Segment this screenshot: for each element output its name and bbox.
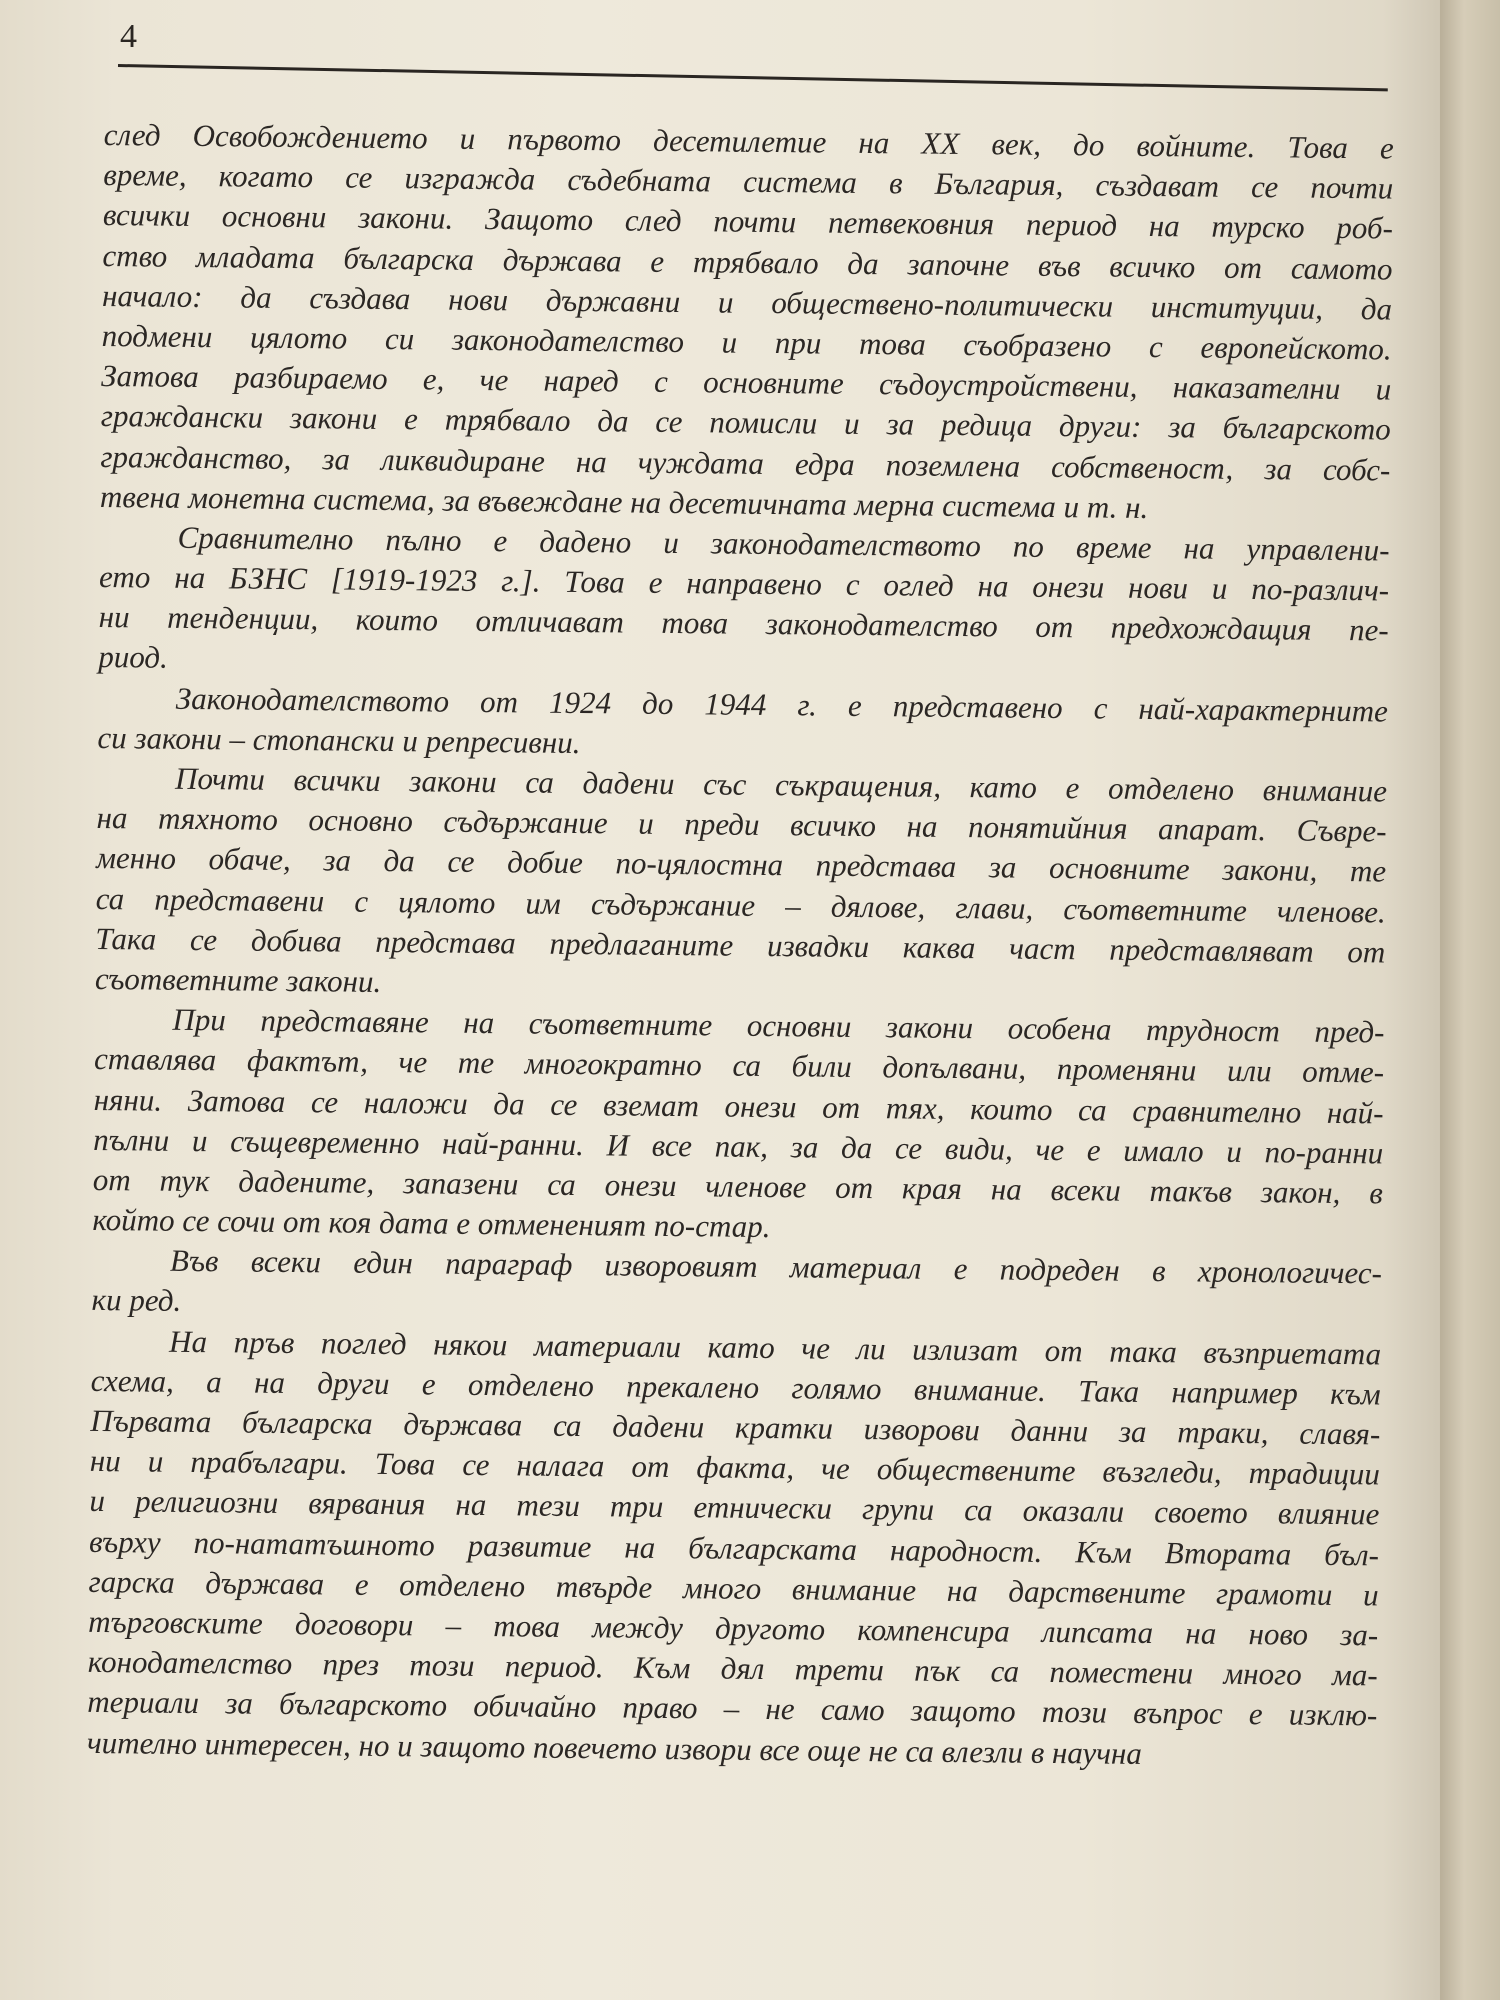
paragraph	[91, 1240, 1382, 1334]
page-number: 4	[120, 18, 137, 55]
text-line: менно обаче, за да се добие по-цялостна представа за основните закони, те	[96, 840, 1387, 889]
page-edge	[1440, 0, 1500, 2000]
text-line: подмени цялото си законодателство и при това съобразено с европейското.	[101, 317, 1392, 367]
text-line: който се сочи от коя дата е отмененият по-стар.	[92, 1202, 771, 1245]
paragraph	[97, 678, 1388, 772]
header-rule	[118, 64, 1388, 91]
text-line: На пръв поглед някои материали като че ли излизат от така възприетата	[168, 1323, 1382, 1372]
text-line: ки ред.	[91, 1282, 182, 1319]
text-line: пълни и същевременно най-ранни. И все пак, за да се види, че е имало и по-ранни	[93, 1121, 1384, 1171]
text-line: риод.	[98, 639, 169, 676]
text-line: съответните закони.	[94, 960, 382, 999]
text-line: Почти всички закони са дадени със съкращения, като е отделено внимание	[174, 760, 1388, 809]
text-line: ни и прабългари. Това се налага от факта, че обществените възгледи, традиции	[89, 1443, 1381, 1492]
text-line: Затова разбираемо е, че наред с основните съдоустройствени, наказателни и	[101, 358, 1392, 407]
text-line: Първата българска държава са дадени кратки изворови данни за траки, славя-	[90, 1402, 1381, 1452]
text-line: схема, а на други е отделено прекалено голямо внимание. Така например към	[90, 1362, 1381, 1412]
paragraph	[87, 1321, 1382, 1777]
text-line: са представени с цялото им съдържание – дялове, глави, съответните членове.	[95, 880, 1386, 930]
text-line: Сравнително пълно е дадено и законодателството по време на управлени-	[177, 519, 1390, 568]
text-line: твена монетна система, за въвеждане на десетичната мерна система и т. н.	[99, 478, 1149, 525]
text-line: При представяне на съответните основни закони особена трудност пред-	[172, 1001, 1385, 1050]
text-line: Така се добива представа предлаганите извадки каква част представляват от	[95, 920, 1386, 970]
text-line: от тук дадените, запазени са онези членове от края на всеки такъв закон, в	[92, 1161, 1383, 1211]
text-line: Във всеки един параграф изворовият материал е подреден в хронологичес-	[169, 1243, 1383, 1291]
text-line: търговските договори – това между другото компенсира липсата на ново за-	[88, 1603, 1379, 1653]
text-line: ето на БЗНС [1919-1923 г.]. Това е направено с оглед на онези нови и по-различ-	[98, 559, 1390, 608]
text-line: териали за българското обичайно право – не само защото този въпрос е изклю-	[87, 1684, 1378, 1733]
text-line: след Освобождението и първото десетилетие на XX век, до войните. Това е	[103, 116, 1394, 166]
body-text	[87, 115, 1394, 1776]
text-line: на тяхното основно съдържание и преди всичко на понятийния апарат. Съвре-	[96, 800, 1387, 849]
text-line: гарска държава е отделено твърде много внимание на дарствените грамоти и	[88, 1563, 1379, 1613]
paragraph	[100, 115, 1394, 530]
text-line: чително интересен, но и защото повечето извори все още не са влезли в научна	[86, 1724, 1143, 1771]
text-line: конодателство през този период. Към дял трети пък са поместени много ма-	[87, 1644, 1378, 1693]
text-line: ни тенденции, които отличават това законодателство от предхождащия пе-	[98, 599, 1389, 648]
paragraph	[92, 999, 1384, 1254]
text-line: Законодателството от 1924 до 1944 г. е представено с най-характерните	[175, 680, 1389, 729]
text-line: върху по-нататъшното развитие на българската народност. Към Втората бъл-	[88, 1523, 1380, 1572]
text-line: време, когато се изгражда съдебната система в България, създават се почти	[103, 157, 1394, 206]
text-line: гражданство, за ликвидиране на чуждата едра поземлена собственост, за собс-	[100, 438, 1391, 487]
text-line: и религиозни вярвания на тези три етнически групи са оказали своето влияние	[89, 1483, 1380, 1532]
text-line: ство младата българска държава е трябвало да започне във всичко от самото	[102, 237, 1393, 287]
text-line: всички основни закони. Защото след почти петвековния период на турско роб-	[102, 197, 1394, 246]
paragraph	[98, 517, 1390, 691]
text-line: си закони – стопански и репресивни.	[97, 719, 581, 760]
paragraph	[95, 758, 1387, 1013]
text-line: граждански закони е трябвало да се помисли и за редица други: за българското	[100, 398, 1391, 447]
text-line: начало: да създава нови държавни и обществено-политически институции, да	[101, 277, 1393, 327]
text-line: няни. Затова се наложи да се вземат онези от тях, които са сравнително най-	[93, 1081, 1384, 1130]
text-line: ставлява фактът, че те многократно са били допълвани, променяни или отме-	[93, 1041, 1385, 1090]
